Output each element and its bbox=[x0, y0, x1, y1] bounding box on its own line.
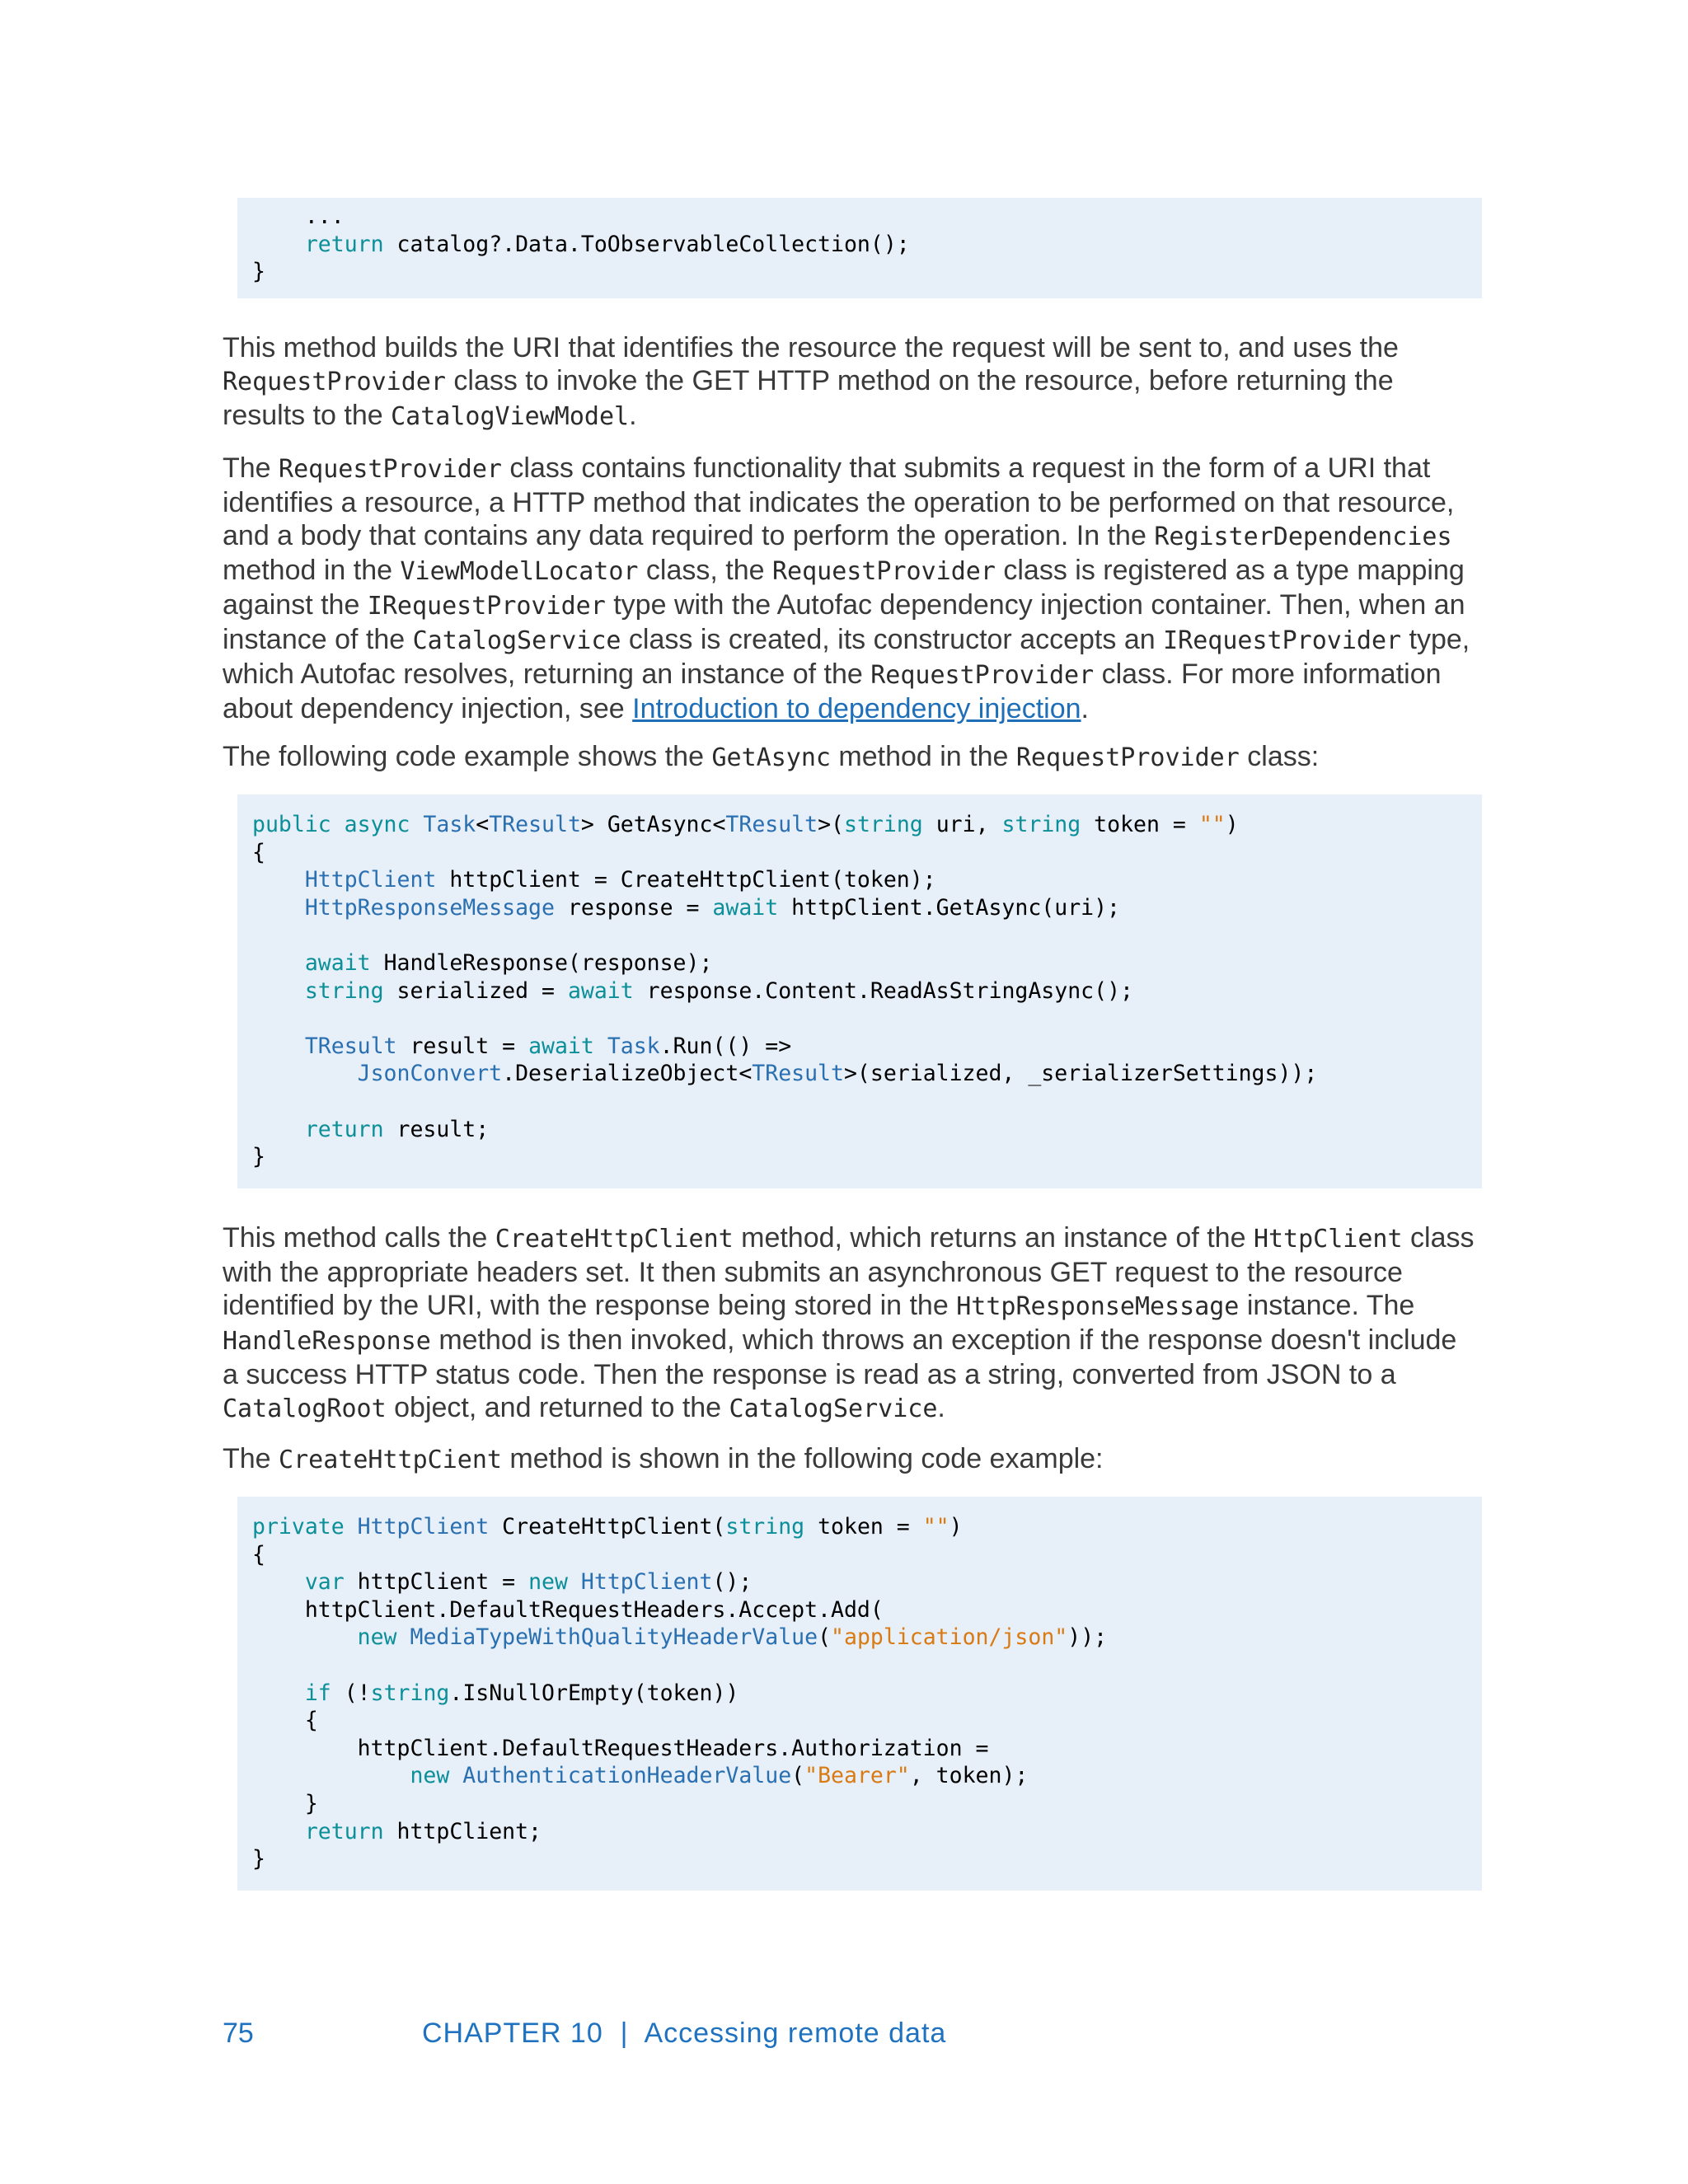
inline-code: RequestProvider bbox=[1015, 743, 1240, 772]
code-text: ( bbox=[818, 1624, 832, 1651]
code-text: >( bbox=[818, 812, 845, 837]
inline-code: ViewModelLocator bbox=[400, 557, 639, 586]
code-line bbox=[252, 1762, 1482, 1790]
text: The bbox=[223, 1443, 279, 1474]
inline-code: RequestProvider bbox=[223, 368, 446, 396]
code-line: httpClient.DefaultRequestHeaders.Accept.Add( bbox=[252, 1596, 884, 1623]
code-text: httpClient; bbox=[383, 1818, 542, 1844]
code-line bbox=[252, 1624, 1482, 1652]
code-keyword: private bbox=[252, 1514, 345, 1540]
code-string: "" bbox=[922, 1514, 950, 1540]
code-type: TResult bbox=[489, 812, 581, 837]
text: class: bbox=[1239, 741, 1320, 772]
inline-code: IRequestProvider bbox=[367, 592, 606, 621]
code-text: result = bbox=[396, 1033, 529, 1059]
text: method in the bbox=[223, 555, 401, 586]
code-keyword: string bbox=[844, 812, 923, 837]
text: class contains functionality that submits a request in the form of a URI that identifies a resource, a HTTP method that indicates the operation to be performed on that resource, and a body that contains any data required to perform the operation. In the bbox=[223, 452, 1455, 551]
inline-code: CatalogViewModel bbox=[391, 402, 630, 431]
code-keyword: public async bbox=[252, 812, 410, 837]
code-line bbox=[252, 1568, 1482, 1596]
inline-code: GetAsync bbox=[711, 743, 831, 772]
text: class to invoke the GET HTTP method on the resource, before returning the results to the bbox=[223, 365, 1394, 431]
code-keyword: string bbox=[1001, 812, 1081, 837]
code-text: )); bbox=[1067, 1624, 1108, 1651]
code-line: { bbox=[252, 1541, 265, 1568]
text: class is created, its constructor accepts an bbox=[621, 624, 1164, 655]
code-text: < bbox=[476, 812, 490, 837]
text: method, which returns an instance of the bbox=[733, 1222, 1254, 1254]
text: This method builds the URI that identifies the resource the request will be sent to, and uses the bbox=[223, 332, 1399, 363]
code-keyword: var bbox=[304, 1569, 345, 1596]
text: method in the bbox=[830, 741, 1016, 772]
inline-code: CreateHttpCient bbox=[279, 1446, 502, 1474]
code-type: HttpClient bbox=[304, 867, 437, 893]
text: class, the bbox=[638, 555, 772, 586]
code-string: "Bearer" bbox=[804, 1763, 910, 1789]
code-text: HandleResponse(response); bbox=[370, 949, 713, 976]
code-type: HttpClient bbox=[580, 1569, 713, 1596]
text: method is shown in the following code example: bbox=[501, 1443, 1104, 1474]
code-line: { bbox=[252, 1708, 318, 1734]
code-line bbox=[252, 977, 1482, 1005]
code-text bbox=[252, 895, 305, 921]
code-text bbox=[345, 1514, 358, 1540]
inline-code: RegisterDependencies bbox=[1154, 523, 1452, 551]
code-block-createhttpclient bbox=[237, 1497, 1482, 1891]
code-line bbox=[252, 1060, 1482, 1088]
code-text bbox=[252, 1680, 305, 1706]
code-line: ... bbox=[252, 204, 345, 229]
code-type: TResult bbox=[752, 1061, 844, 1087]
dependency-injection-link[interactable]: Introduction to dependency injection bbox=[632, 693, 1081, 724]
text: . bbox=[937, 1392, 945, 1423]
code-text bbox=[252, 1061, 358, 1086]
code-type: MediaTypeWithQualityHeaderValue bbox=[410, 1624, 818, 1651]
code-text: uri, bbox=[922, 812, 1002, 837]
code-text bbox=[252, 1569, 305, 1595]
code-keyword: new bbox=[528, 1569, 568, 1596]
code-line: httpClient.DefaultRequestHeaders.Authorization = bbox=[252, 1735, 989, 1761]
inline-code: CatalogService bbox=[729, 1394, 938, 1423]
code-keyword: new bbox=[410, 1763, 450, 1789]
code-text bbox=[410, 812, 423, 837]
code-keyword: string bbox=[725, 1514, 805, 1540]
code-indent bbox=[252, 232, 305, 257]
text: instance. The bbox=[1239, 1290, 1415, 1321]
inline-code: CreateHttpClient bbox=[495, 1225, 734, 1254]
code-keyword: return bbox=[304, 1116, 384, 1142]
code-type: Task bbox=[423, 812, 476, 837]
code-text bbox=[252, 1033, 305, 1059]
code-text: result; bbox=[383, 1116, 490, 1142]
code-keyword: return bbox=[304, 1818, 384, 1844]
code-text bbox=[252, 1117, 305, 1142]
code-string: "application/json" bbox=[831, 1624, 1068, 1651]
text: . bbox=[1081, 693, 1089, 724]
code-line bbox=[252, 1680, 1482, 1708]
code-text bbox=[252, 1624, 358, 1650]
code-line: } bbox=[252, 259, 265, 285]
code-text: httpClient = CreateHttpClient(token); bbox=[436, 867, 936, 893]
code-text: , token); bbox=[909, 1763, 1029, 1789]
code-text bbox=[252, 867, 305, 893]
code-text: response = bbox=[554, 894, 713, 921]
paragraph-request-provider bbox=[223, 452, 1475, 725]
inline-code: HandleResponse bbox=[223, 1327, 431, 1356]
code-text: .Run(() => bbox=[659, 1033, 792, 1059]
text: The bbox=[223, 452, 279, 484]
code-line: { bbox=[252, 839, 265, 865]
code-line bbox=[252, 1116, 1482, 1144]
code-text: .DeserializeObject< bbox=[502, 1061, 753, 1087]
code-text: (! bbox=[331, 1680, 371, 1706]
code-type: HttpResponseMessage bbox=[304, 894, 555, 921]
code-text bbox=[594, 1033, 607, 1059]
code-block-return-catalog bbox=[237, 198, 1482, 298]
paragraph-uri-builder bbox=[223, 331, 1475, 434]
code-block-getasync bbox=[237, 794, 1482, 1188]
paragraph-createhttpclient-intro bbox=[223, 1442, 1475, 1477]
code-line: } bbox=[252, 1790, 318, 1816]
inline-code: RequestProvider bbox=[279, 455, 502, 484]
code-keyword: string bbox=[370, 1680, 450, 1706]
code-line bbox=[252, 1005, 1482, 1033]
chapter-title: CHAPTER 10 | Accessing remote data bbox=[422, 2018, 947, 2049]
code-text: ( bbox=[791, 1763, 805, 1789]
code-text: serialized = bbox=[383, 977, 568, 1004]
code-text: httpClient.GetAsync(uri); bbox=[778, 894, 1121, 921]
code-text: ) bbox=[1225, 812, 1239, 837]
code-keyword: if bbox=[304, 1680, 331, 1706]
code-text: >(serialized, _serializerSettings)); bbox=[843, 1061, 1318, 1087]
code-text: token = bbox=[804, 1514, 923, 1540]
code-type: TResult bbox=[304, 1033, 397, 1059]
code-keyword: await bbox=[528, 1033, 594, 1059]
code-line: } bbox=[252, 1144, 265, 1170]
code-text bbox=[568, 1569, 581, 1595]
code-line bbox=[252, 1033, 1482, 1061]
text: The following code example shows the bbox=[223, 741, 712, 772]
code-keyword: await bbox=[712, 894, 779, 921]
code-text: CreateHttpClient( bbox=[489, 1514, 726, 1540]
inline-code: HttpClient bbox=[1253, 1225, 1403, 1254]
page-number: 75 bbox=[223, 2018, 254, 2049]
code-text bbox=[252, 1819, 305, 1844]
code-text: token = bbox=[1081, 812, 1199, 837]
code-type: TResult bbox=[725, 812, 818, 837]
paragraph-getasync-explanation bbox=[223, 1221, 1475, 1426]
inline-code: RequestProvider bbox=[870, 661, 1095, 690]
code-line: } bbox=[252, 1846, 265, 1872]
code-line bbox=[252, 231, 1482, 259]
code-text: response.Content.ReadAsStringAsync(); bbox=[633, 977, 1133, 1004]
code-line bbox=[252, 866, 1482, 894]
code-text: catalog?.Data.ToObservableCollection(); bbox=[383, 231, 910, 257]
code-line bbox=[252, 949, 1482, 977]
code-text bbox=[397, 1624, 410, 1650]
code-line bbox=[252, 1652, 1482, 1680]
code-type: HttpClient bbox=[357, 1514, 490, 1540]
text: class is registered as a type mapping against the bbox=[223, 555, 1465, 621]
code-string: "" bbox=[1198, 812, 1226, 837]
inline-code: CatalogRoot bbox=[223, 1394, 387, 1423]
code-line bbox=[252, 1513, 1482, 1541]
code-line bbox=[252, 811, 1482, 839]
code-line bbox=[252, 1818, 1482, 1846]
inline-code: CatalogService bbox=[412, 626, 621, 655]
code-keyword: await bbox=[567, 977, 634, 1004]
text: class. For more information about dependency injection, see bbox=[223, 658, 1442, 724]
code-text bbox=[449, 1763, 462, 1788]
code-text: ) bbox=[949, 1514, 963, 1540]
code-keyword: string bbox=[304, 977, 384, 1004]
text: type with the Autofac dependency injection container. Then, when an instance of the bbox=[223, 589, 1465, 655]
text: . bbox=[629, 400, 637, 431]
text: This method calls the bbox=[223, 1222, 495, 1254]
text: class with the appropriate headers set. It then submits an asynchronous GET request to the resource identified by the URI, with the response being stored in the bbox=[223, 1222, 1475, 1321]
code-keyword: await bbox=[304, 949, 371, 976]
code-text: .IsNullOrEmpty(token)) bbox=[449, 1680, 739, 1706]
code-line bbox=[252, 921, 1482, 949]
code-type: Task bbox=[607, 1033, 660, 1059]
code-text: httpClient = bbox=[344, 1569, 529, 1596]
code-text bbox=[252, 1763, 410, 1788]
code-text bbox=[252, 950, 305, 976]
code-type: JsonConvert bbox=[357, 1061, 503, 1087]
paragraph-getasync-intro bbox=[223, 740, 1475, 775]
text: object, and returned to the bbox=[386, 1392, 729, 1423]
code-type: AuthenticationHeaderValue bbox=[462, 1763, 792, 1789]
inline-code: RequestProvider bbox=[771, 557, 996, 586]
code-text bbox=[252, 978, 305, 1004]
code-line bbox=[252, 894, 1482, 922]
inline-code: IRequestProvider bbox=[1163, 626, 1402, 655]
text: method is then invoked, which throws an exception if the response doesn't include a success HTTP status code. Then the response is read as a string, converted from JSON to a bbox=[223, 1324, 1457, 1390]
text: type, which Autofac resolves, returning an instance of the bbox=[223, 624, 1470, 690]
code-text: (); bbox=[712, 1569, 753, 1596]
inline-code: HttpResponseMessage bbox=[956, 1292, 1240, 1321]
code-line bbox=[252, 1088, 1482, 1116]
code-keyword: new bbox=[357, 1624, 397, 1651]
code-text: > GetAsync< bbox=[580, 812, 726, 837]
code-keyword: return bbox=[304, 231, 384, 257]
